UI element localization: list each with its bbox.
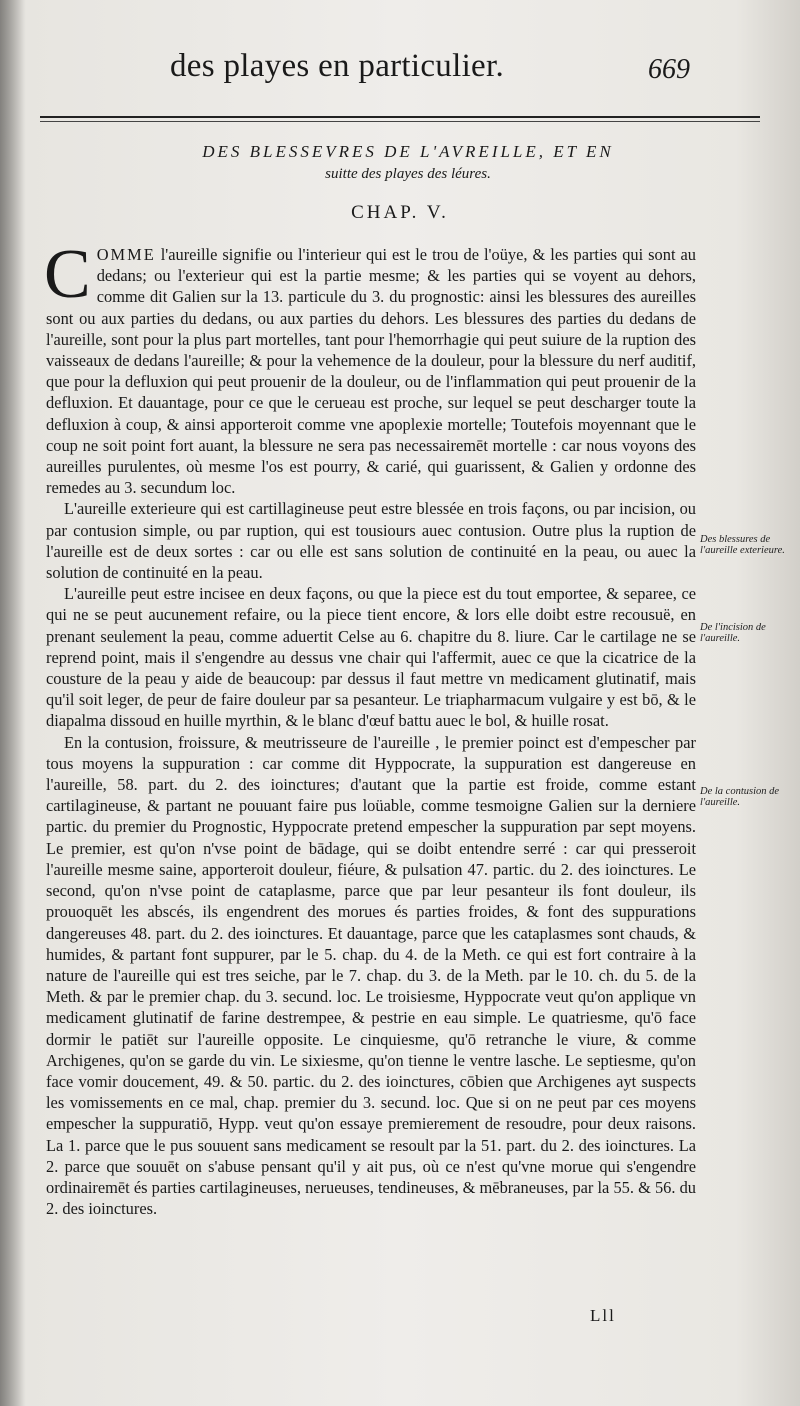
paragraph-1 — [44, 236, 696, 498]
paragraph-1-lead: OMME — [96, 245, 156, 264]
paragraph-1-text: l'aureille signifie ou l'interieur qui est le trou de l'oüye, & les parties qui sont au dedans; ou l'exterieur qui est la partie mesme; & les parties qui se voyent au dehors, comme dit Galien sur la 13. particule du 3. du prognostic: ainsi les blessures des aureilles sont ou aux parties du dedans, ou aux parties du dehors. Les blessures des parties du dedans de l'aureille, sont pour la plus part mortelles, tant pour l'hemorrhagie qui peut suiure de la ruption des vaisseaux de dedans l'aureille; & pour la vehemence de la douleur, pour la blessure du nerf auditif, que pour la defluxion qui peut prouenir de la douleur, ou de l'inflammation qui peut prouenir de la defluxion. Et dauantage, pour ce que le cerueau est proche, sur lequel se peut descharger toute la defluxion à coup, & ainsi apporteroit comme vne apoplexie mortelle; Toutefois moyennant que le coup ne soit point fort auant, la blessure ne sera pas necessairemēt mortelle : car nous voyons des aureilles purulentes, où mesme l'os est pourry, & carié, qui guarissent, & Galien y ordonne des remedes au 3. secundum loc. — [46, 245, 696, 498]
paragraph-4: En la contusion, froissure, & meutrisseure de l'aureille , le premier poinct est d'empescher par tous moyens la suppuration : car comme dit Hyppocrate, la suppuration est dangereuse en l'aureille, 58. part. du 2. des ioinctures; d'autant que la partie est froide, comme estant cartilagineuse, & partant ne pouuant faire pus loüable, comme tesmoigne Galien sur la derniere partic. du premier du Prognostic, Hyppocrate pretend empescher la suppuration par sept moyens. Le premier, est qu'on n'vse point de bādage, qui se doibt entendre serré : car qui presseroit l'aureille mesme saine, apporteroit douleur, fiéure, & pulsation 47. partic. du 2. des ioinctures. Le second, qu'on n'vse point de cataplasme, parce que par leur pesanteur ils font douleur, ils prouoquēt les abscés, ils engendrent des morues és parties froides, & font des suppurations dangereuses 48. part. du 2. des ioinctures. Et dauantage, parce que les cataplasmes sont chauds, & humides, & partant font suppurer, par le 5. chap. du 4. de la Meth. ce qui est fort contraire à la nature de l'aureille qui est tres seiche, par le 7. chap. du 3. de la Meth. par le 10. ch. du 5. de la Meth. & par le premier chap. du 3. secund. loc. Le troisiesme, Hyppocrate veut qu'on applique vn medicament glutinatif de farine destrempee, & pestrie en eau simple. Le quatriesme, qu'ō face dormir le patiēt sur l'aureille opposite. Le cinquiesme, qu'ō retranche le viure, & comme Archigenes, qu'on se garde du vin. Le sixiesme, qu'on tienne le ventre lasche. Le septiesme, qu'on face vomir doucement, 49. & 50. partic. du 2. des ioinctures, cōbien que Archigenes ayt suspects les vomissements en ce mal, chap. premier du 3. secund. loc. Que si on ne peut par ces moyens empescher la suppuratiō, Hypp. veut qu'on essaye premierement de resoudre, pour deux raisons. La 1. parce que le pus souuent sans medicament se resoult par la 51. part. du 2. des ioinctures. La 2. parce que souuēt on s'abuse pensant qu'il y ait pus, où ce n'est qu'vne morue qui s'engendre ordinairemēt és parties cartilagineuses, nerueuses, tendineuses, & mēbraneuses, par la 55. & 56. du 2. des ioinctures. — [46, 732, 696, 1219]
margin-note-contusion: De la contusion de l'aureille. — [700, 786, 780, 808]
running-head — [170, 48, 690, 100]
body-text — [44, 236, 696, 1219]
paragraph-3: L'aureille peut estre incisee en deux façons, ou que la piece est du tout emportee, & separee, ce qui ne se peut aucunement refaire, ou la piece tient encore, & lors elle doibt estre recousuë, en prenant seulement la peau, comme aduertit Celse au 6. chapitre du 8. liure. Car le cartilage ne se reprend point, mais il s'engendre au dessus vne chair qui l'affermit, auec ce que la cicatrice de la cousture de la peau y aide de beaucoup: par dessus il faut mettre vn medicament glutinatif, mais qu'il soit leger, de peur de faire douleur par sa pesanteur. Le triapharmacum vulgaire y est bō, & le diapalma dissoud en huille myrthin, & le blanc d'œuf battu auec le bol, & huille rosat. — [46, 584, 696, 731]
section-heading-line1: DES BLESSEVRES DE L'AVREILLE, ET EN — [202, 142, 614, 161]
section-heading — [108, 140, 708, 184]
margin-note-incision: De l'incision de l'aureille. — [700, 622, 766, 644]
signature-mark: Lll — [590, 1306, 616, 1325]
paragraph-2: L'aureille exterieure qui est cartillagineuse peut estre blessée en trois façons, ou par incision, ou par contusion simple, ou par ruption, qui est tousiours auec contusion. Outre plus la ruption de l'aureille est de deux sortes : car ou elle est sans solution de continuité en la peau, ou auec la solution de continuité en la peau. — [46, 499, 696, 583]
running-title: des playes en particulier. — [170, 48, 505, 84]
margin-note-blessures: Des blessures de l'aureille exterieure. — [700, 534, 785, 556]
chapter-title: CHAP. V. — [351, 202, 449, 223]
drop-cap: C — [44, 236, 91, 313]
page-number: 669 — [648, 54, 690, 85]
section-heading-line2: suitte des playes des léures. — [325, 166, 491, 182]
header-rule-thin — [40, 121, 760, 122]
header-rule — [40, 116, 760, 118]
